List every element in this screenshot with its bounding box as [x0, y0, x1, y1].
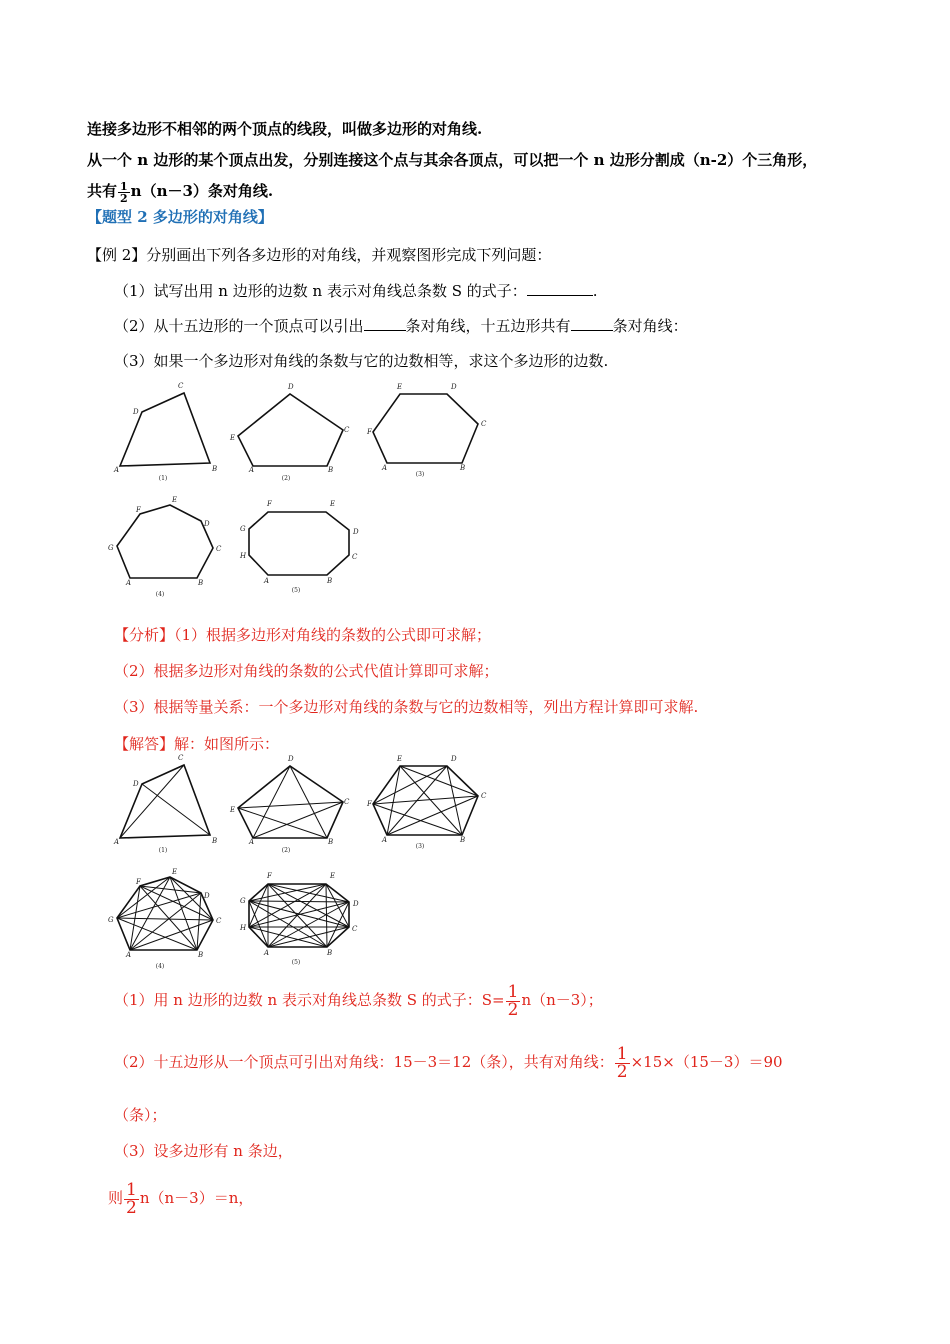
analysis-text: （1）根据多边形对角线的条数的公式即可求解；: [174, 626, 492, 644]
diagonal: [130, 893, 201, 950]
denominator: 2: [126, 1197, 137, 1218]
vertex-label: C: [178, 382, 184, 390]
diagonal: [197, 893, 201, 950]
hexa-figure: [366, 755, 487, 850]
figure-caption: (5): [291, 959, 301, 966]
vertex-label: C: [216, 917, 222, 925]
numerator: 1: [616, 1043, 628, 1064]
diagonal: [249, 927, 327, 947]
vertex-label: E: [230, 434, 236, 442]
vertex-label: B: [460, 836, 466, 844]
vertex-label: B: [212, 837, 218, 845]
vertex-label: B: [198, 579, 204, 587]
vertex-label: A: [382, 464, 388, 472]
q2-text-a: （2）从十五边形的一个顶点可以引出: [114, 317, 364, 335]
q1-text: （1）试写出用 n 边形的边数 n 表示对角线总条数 S 的式子：: [114, 282, 527, 300]
diagonal: [249, 884, 326, 901]
figure-caption: (1): [158, 475, 168, 482]
vertex-label: H: [240, 924, 247, 932]
vertex-label: E: [172, 868, 178, 876]
vertex-label: D: [353, 900, 359, 908]
vertex-label: E: [397, 755, 403, 763]
solution-step-2: [114, 1042, 783, 1082]
fraction: [506, 981, 521, 1020]
vertex-label: C: [481, 792, 487, 800]
denominator: 2: [616, 1061, 628, 1082]
solution-step-1: [114, 980, 603, 1020]
vertex-label: D: [288, 755, 294, 763]
vertex-label: E: [330, 872, 336, 880]
vertex-label: B: [212, 465, 218, 473]
vertex-label: A: [114, 466, 120, 474]
solution-label: 【解答】: [114, 735, 175, 753]
numerator: 1: [126, 1179, 137, 1200]
s2-suffix: ×15×（15－3）＝90: [630, 1053, 783, 1071]
numerator: 1: [507, 981, 519, 1002]
vertex-label: B: [327, 577, 333, 585]
section-title: 【题型 2 多边形的对角线】: [87, 208, 273, 226]
vertex-label: A: [126, 951, 132, 959]
vertex-label: A: [249, 838, 255, 846]
vertex-label: C: [178, 754, 184, 762]
s2-text: （2）十五边形从一个顶点可引出对角线：15－3＝12（条），共有对角线：: [114, 1053, 614, 1071]
vertex-label: F: [367, 800, 372, 808]
numerator: 1: [120, 179, 128, 193]
vertex-label: H: [240, 552, 247, 560]
vertex-label: D: [204, 520, 210, 528]
prefix: 共有: [87, 182, 118, 200]
q2-text-c: 条对角线：: [612, 317, 688, 335]
denominator: 2: [120, 191, 128, 205]
hepta-figure: [108, 868, 222, 970]
diagonal: [373, 766, 447, 804]
vertex-label: D: [451, 755, 457, 763]
diagonal: [249, 901, 268, 947]
question-3: （3）如果一个多边形对角线的条数与它的边数相等，求这个多边形的边数.: [114, 352, 609, 370]
example-intro: 【例 2】分别画出下列各多边形的对角线，并观察图形完成下列问题：: [87, 246, 552, 264]
s4-suffix: n（n－3）＝n，: [139, 1189, 254, 1207]
figure-caption: (4): [155, 591, 165, 598]
vertex-label: D: [133, 780, 139, 788]
quad-figure: [113, 754, 217, 854]
analysis-line-2: （2）根据多边形对角线的条数的公式代值计算即可求解；: [114, 662, 499, 680]
octa-figure: [239, 872, 359, 966]
vertex-label: D: [353, 528, 359, 536]
definition-line: 连接多边形不相邻的两个顶点的线段，叫做多边形的对角线.: [87, 120, 483, 138]
vertex-label: B: [327, 949, 333, 957]
vertex-label: C: [216, 545, 222, 553]
diagonal: [140, 886, 213, 920]
figure-caption: (2): [281, 475, 291, 482]
figure-caption: (5): [291, 587, 301, 594]
diagonal: [117, 918, 213, 920]
vertex-label: A: [382, 836, 388, 844]
vertex-label: G: [108, 544, 114, 552]
q1-period: .: [592, 282, 598, 300]
diagonal: [447, 766, 462, 835]
diagonal: [117, 877, 170, 918]
vertex-label: E: [397, 383, 403, 391]
vertex-label: D: [204, 892, 210, 900]
diagonal: [249, 901, 349, 902]
figure-caption: (3): [415, 843, 425, 850]
vertex-label: E: [172, 496, 178, 504]
figure-caption: (4): [155, 963, 165, 970]
solution-step-3: （3）设多边形有 n 条边，: [114, 1142, 293, 1160]
penta-figure: [229, 755, 350, 854]
diagonal: [130, 920, 213, 950]
analysis-line-3: （3）根据等量关系：一个多边形对角线的条数与它的边数相等，列出方程计算即可求解.: [114, 698, 699, 716]
vertex-label: F: [136, 506, 141, 514]
diagonal: [140, 886, 201, 893]
vertex-label: A: [264, 949, 270, 957]
fraction: [124, 1179, 139, 1218]
vertex-label: G: [240, 525, 246, 533]
penta-outline: [238, 766, 343, 838]
vertex-label: C: [481, 420, 487, 428]
figure-caption: (2): [281, 847, 291, 854]
vertex-label: G: [240, 897, 246, 905]
vertex-label: A: [126, 579, 132, 587]
vertex-label: A: [249, 466, 255, 474]
solution-step-2-cont: （条）；: [114, 1106, 167, 1124]
solution-step-4: [108, 1178, 253, 1218]
vertex-label: G: [108, 916, 114, 924]
vertex-label: E: [330, 500, 336, 508]
fraction: [615, 1043, 630, 1082]
figure-caption: (1): [158, 847, 168, 854]
diagonal: [238, 802, 343, 808]
vertex-label: B: [328, 466, 334, 474]
suffix: n（n－3）条对角线.: [130, 182, 274, 200]
division-line: 从一个 n 边形的某个顶点出发，分别连接这个点与其余各顶点，可以把一个 n 边形分割成（n-2）个三角形，: [87, 151, 818, 169]
s4-text: 则: [108, 1189, 124, 1207]
vertex-label: F: [367, 428, 372, 436]
vertex-label: F: [136, 878, 141, 886]
vertex-label: E: [230, 806, 236, 814]
s1-text: （1）用 n 边形的边数 n 表示对角线总条数 S 的式子：S=: [114, 991, 505, 1009]
analysis-label: 【分析】: [114, 626, 175, 644]
vertex-label: B: [328, 838, 334, 846]
s1-suffix: n（n－3）；: [521, 991, 603, 1009]
vertex-label: C: [352, 925, 358, 933]
vertex-label: F: [267, 872, 272, 880]
vertex-label: B: [198, 951, 204, 959]
vertex-label: D: [133, 408, 139, 416]
vertex-label: D: [451, 383, 457, 391]
vertex-label: D: [288, 383, 294, 391]
solution-intro: 解：如图所示：: [174, 735, 280, 753]
diagonal: [253, 766, 290, 838]
q2-text-b: 条对角线，十五边形共有: [405, 317, 571, 335]
diagonal: [117, 918, 197, 950]
vertex-label: C: [344, 426, 350, 434]
figure-caption: (3): [415, 471, 425, 478]
vertex-label: A: [264, 577, 270, 585]
vertex-label: C: [352, 553, 358, 561]
vertex-label: B: [460, 464, 466, 472]
vertex-label: C: [344, 798, 350, 806]
vertex-label: A: [114, 838, 120, 846]
vertex-label: F: [267, 500, 272, 508]
denominator: 2: [507, 999, 519, 1020]
diagonal: [120, 765, 184, 838]
